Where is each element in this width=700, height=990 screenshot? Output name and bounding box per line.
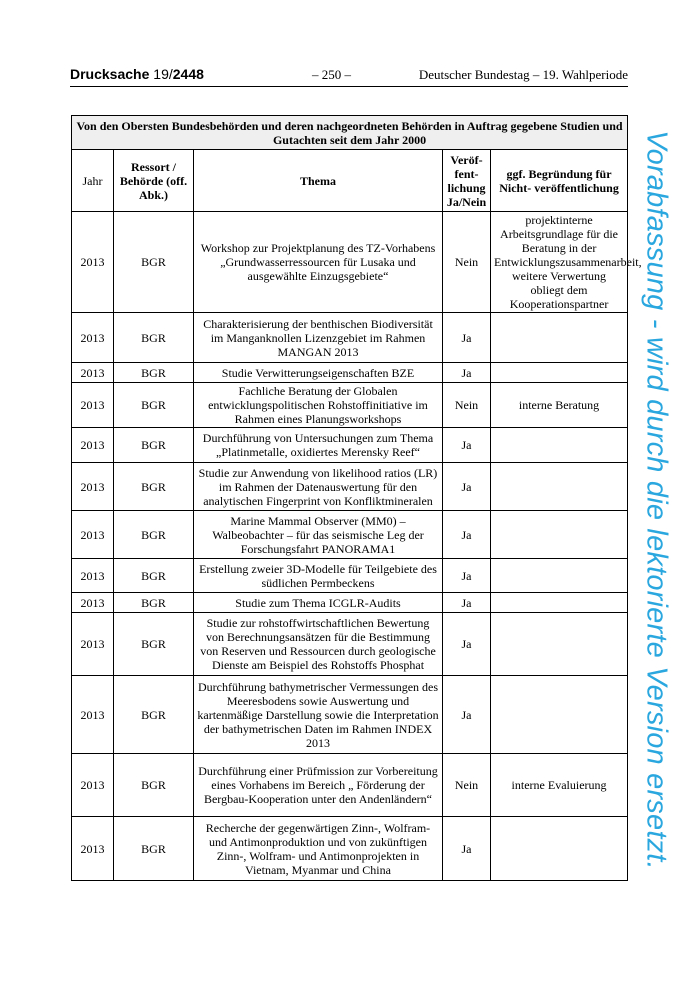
column-header-veroeffentlichung: Veröf- fent- lichung Ja/Nein [443,150,491,212]
column-header-begruendung: ggf. Begründung für Nicht- veröffentlichung [491,150,628,212]
cell-ressort: BGR [114,428,194,463]
cell-begruendung [491,817,628,881]
table-row [72,383,628,428]
cell-ressort: BGR [114,613,194,676]
cell-veroeffentlichung: Ja [443,593,491,613]
cell-jahr: 2013 [72,383,114,428]
cell-veroeffentlichung: Ja [443,313,491,363]
cell-thema: Durchführung bathymetrischer Vermessungen des Meeresbodens sowie Auswertung und kartenmäßige Darstellung sowie die Interpretation der bathymetrischen Daten im Rahmen INDEX 2013 [194,676,443,754]
column-header-jahr: Jahr [72,150,114,212]
cell-ressort: BGR [114,313,194,363]
cell-begruendung: interne Evaluierung [491,754,628,817]
table-caption: Von den Obersten Bundesbehörden und deren nachgeordneten Behörden in Auftrag gegebene Studien und Gutachten seit dem Jahr 2000 [72,116,628,150]
doc-number-prefix: 19/ [153,66,173,82]
cell-begruendung [491,463,628,511]
cell-begruendung [491,613,628,676]
table-row [72,313,628,363]
watermark-text: Vorabfassung - wird durch die lektorierte Version ersetzt. [640,130,673,870]
doc-label: Drucksache [70,66,150,82]
table-row [72,559,628,593]
cell-jahr: 2013 [72,676,114,754]
column-header-ressort: Ressort / Behörde (off. Abk.) [114,150,194,212]
cell-jahr: 2013 [72,428,114,463]
cell-ressort: BGR [114,212,194,313]
cell-veroeffentlichung: Ja [443,511,491,559]
cell-jahr: 2013 [72,559,114,593]
cell-thema: Durchführung einer Prüfmission zur Vorbereitung eines Vorhabens im Bereich „ Förderung der Bergbau-Kooperation unter den Andenländern“ [194,754,443,817]
cell-ressort: BGR [114,817,194,881]
table-row [72,363,628,383]
studies-table [71,115,642,881]
cell-jahr: 2013 [72,754,114,817]
cell-veroeffentlichung: Nein [443,754,491,817]
page-number: – 250 – [312,67,351,82]
table-row [72,817,628,881]
table-row [72,613,628,676]
cell-jahr: 2013 [72,613,114,676]
institution-label: Deutscher Bundestag – 19. Wahlperiode [418,67,628,82]
cell-begruendung [491,313,628,363]
cell-jahr: 2013 [72,363,114,383]
cell-thema: Erstellung zweier 3D-Modelle für Teilgebiete des südlichen Permbeckens [194,559,443,593]
cell-begruendung [491,428,628,463]
doc-number: 2448 [172,66,204,82]
cell-veroeffentlichung: Nein [443,383,491,428]
table-body [72,212,642,881]
cell-begruendung [491,559,628,593]
table-row [72,676,628,754]
cell-jahr: 2013 [72,212,114,313]
cell-thema: Workshop zur Projektplanung des TZ-Vorhabens „Grundwasserressourcen für Lusaka und ausgewählte Einzugsgebiete“ [194,212,443,313]
cell-begruendung: projektinterne Arbeitsgrundlage für die Beratung in der Entwicklungszusammenarbeit, weitere Verwertung obliegt dem Kooperationspartner [491,212,628,313]
cell-veroeffentlichung: Ja [443,613,491,676]
cell-ressort: BGR [114,511,194,559]
table-row [72,428,628,463]
page-header [70,66,628,87]
cell-veroeffentlichung: Ja [443,428,491,463]
cell-ressort: BGR [114,363,194,383]
cell-veroeffentlichung: Ja [443,463,491,511]
cell-thema: Studie zum Thema ICGLR-Audits [194,593,443,613]
cell-ressort: BGR [114,754,194,817]
cell-thema: Durchführung von Untersuchungen zum Thema „Platinmetalle, oxidiertes Merensky Reef“ [194,428,443,463]
cell-ressort: BGR [114,559,194,593]
cell-veroeffentlichung: Nein [443,212,491,313]
cell-thema: Charakterisierung der benthischen Biodiversität im Manganknollen Lizenzgebiet im Rahmen MANGAN 2013 [194,313,443,363]
cell-thema: Recherche der gegenwärtigen Zinn-, Wolfram- und Antimonproduktion und von zukünftigen Zinn-, Wolfram- und Antimonprojekten in Vietnam, Myanmar und China [194,817,443,881]
table-row [72,463,628,511]
cell-veroeffentlichung: Ja [443,817,491,881]
cell-jahr: 2013 [72,313,114,363]
cell-thema: Studie zur rohstoffwirtschaftlichen Bewertung von Berechnungsansätzen für die Bestimmung von Reserven und Ressourcen durch geologische Dienste am Beispiel des Rohstoffs Phosphat [194,613,443,676]
table-row [72,212,628,313]
cell-ressort: BGR [114,593,194,613]
cell-begruendung [491,511,628,559]
cell-jahr: 2013 [72,817,114,881]
cell-begruendung [491,363,628,383]
cell-thema: Fachliche Beratung der Globalen entwicklungspolitischen Rohstoffinitiative im Rahmen eines Planungsworkshops [194,383,443,428]
cell-begruendung [491,676,628,754]
document-number [70,66,204,82]
cell-ressort: BGR [114,676,194,754]
cell-veroeffentlichung: Ja [443,676,491,754]
cell-ressort: BGR [114,383,194,428]
cell-veroeffentlichung: Ja [443,559,491,593]
cell-thema: Studie zur Anwendung von likelihood ratios (LR) im Rahmen der Datenauswertung für den analytischen Fingerprint von Konfliktmineralen [194,463,443,511]
cell-begruendung: interne Beratung [491,383,628,428]
cell-thema: Studie Verwitterungseigenschaften BZE [194,363,443,383]
cell-begruendung [491,593,628,613]
cell-ressort: BGR [114,463,194,511]
cell-jahr: 2013 [72,593,114,613]
table-row [72,511,628,559]
column-header-thema: Thema [194,150,443,212]
cell-veroeffentlichung: Ja [443,363,491,383]
table-row [72,593,628,613]
cell-jahr: 2013 [72,463,114,511]
table-row [72,754,628,817]
cell-jahr: 2013 [72,511,114,559]
cell-thema: Marine Mammal Observer (MM0) – Walbeobachter – für das seismische Leg der Forschungsfahrt PANORAMA1 [194,511,443,559]
